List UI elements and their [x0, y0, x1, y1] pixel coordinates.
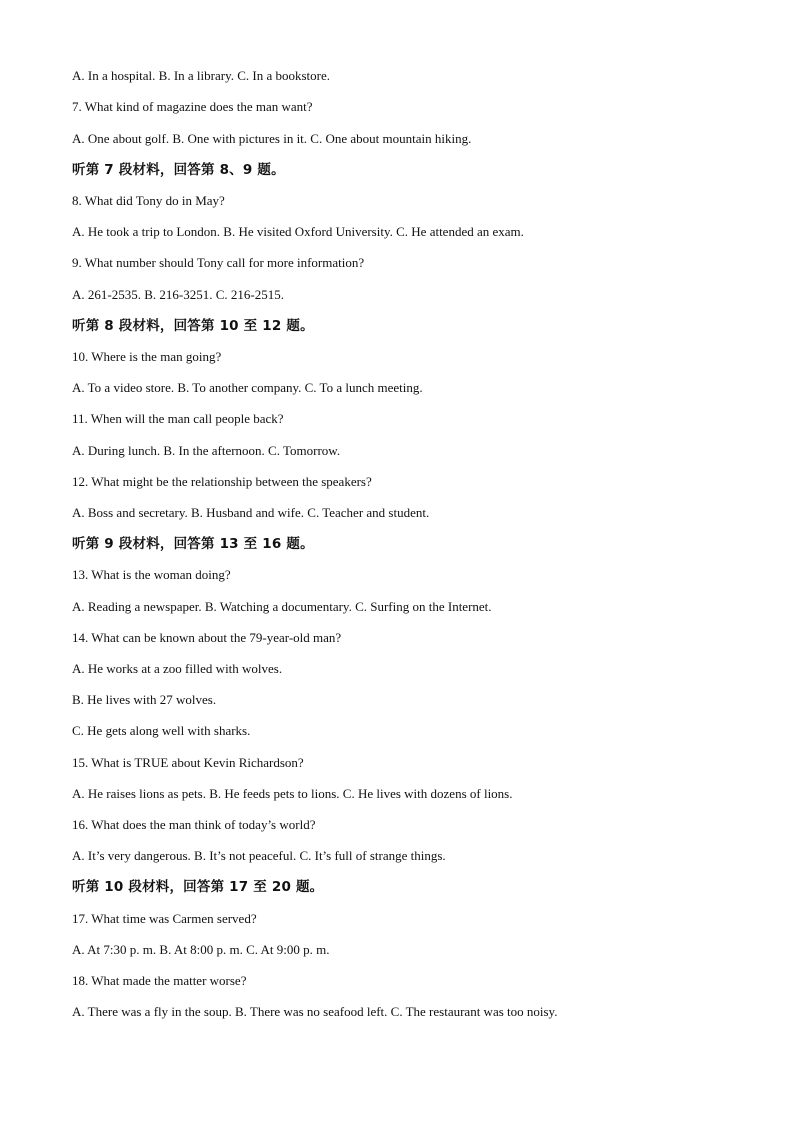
answer-options-7: A. One about golf. B. One with pictures in it. C. One about mountain hiking. [72, 131, 472, 146]
question-7: 7. What kind of magazine does the man want? [72, 99, 313, 114]
answer-option-14c: C. He gets along well with sharks. [72, 723, 251, 738]
answer-options-6: A. In a hospital. B. In a library. C. In a bookstore. [72, 68, 331, 83]
question-18: 18. What made the matter worse? [72, 973, 247, 988]
question-10: 10. Where is the man going? [72, 349, 222, 364]
answer-options-17: A. At 7:30 p. m. B. At 8:00 p. m. C. At 9:00 p. m. [72, 942, 330, 957]
question-14: 14. What can be known about the 79-year-old man? [72, 630, 342, 645]
question-13: 13. What is the woman doing? [72, 567, 231, 582]
answer-options-8: A. He took a trip to London. B. He visited Oxford University. C. He attended an exam. [72, 224, 524, 239]
question-11: 11. When will the man call people back? [72, 411, 284, 426]
question-12: 12. What might be the relationship between the speakers? [72, 474, 372, 489]
answer-options-18: A. There was a fly in the soup. B. There was no seafood left. C. The restaurant was too noisy. [72, 1004, 558, 1019]
answer-options-11: A. During lunch. B. In the afternoon. C. Tomorrow. [72, 443, 341, 458]
section-heading-7: 听第 7 段材料，回答第 8、9 题。 [72, 162, 285, 178]
answer-options-10: A. To a video store. B. To another company. C. To a lunch meeting. [72, 380, 423, 395]
section-heading-9: 听第 9 段材料，回答第 13 至 16 题。 [72, 536, 314, 552]
answer-options-13: A. Reading a newspaper. B. Watching a documentary. C. Surfing on the Internet. [72, 599, 492, 614]
question-16: 16. What does the man think of today’s world? [72, 817, 316, 832]
question-15: 15. What is TRUE about Kevin Richardson? [72, 755, 304, 770]
question-17: 17. What time was Carmen served? [72, 911, 257, 926]
section-heading-8: 听第 8 段材料，回答第 10 至 12 题。 [72, 318, 314, 334]
answer-option-14a: A. He works at a zoo filled with wolves. [72, 661, 283, 676]
answer-options-12: A. Boss and secretary. B. Husband and wife. C. Teacher and student. [72, 505, 430, 520]
answer-option-14b: B. He lives with 27 wolves. [72, 692, 217, 707]
answer-options-15: A. He raises lions as pets. B. He feeds pets to lions. C. He lives with dozens of lions. [72, 786, 513, 801]
question-8: 8. What did Tony do in May? [72, 193, 225, 208]
answer-options-16: A. It’s very dangerous. B. It’s not peaceful. C. It’s full of strange things. [72, 848, 446, 863]
question-9: 9. What number should Tony call for more information? [72, 255, 365, 270]
answer-options-9: A. 261-2535. B. 216-3251. C. 216-2515. [72, 287, 284, 302]
section-heading-10: 听第 10 段材料，回答第 17 至 20 题。 [72, 879, 324, 895]
